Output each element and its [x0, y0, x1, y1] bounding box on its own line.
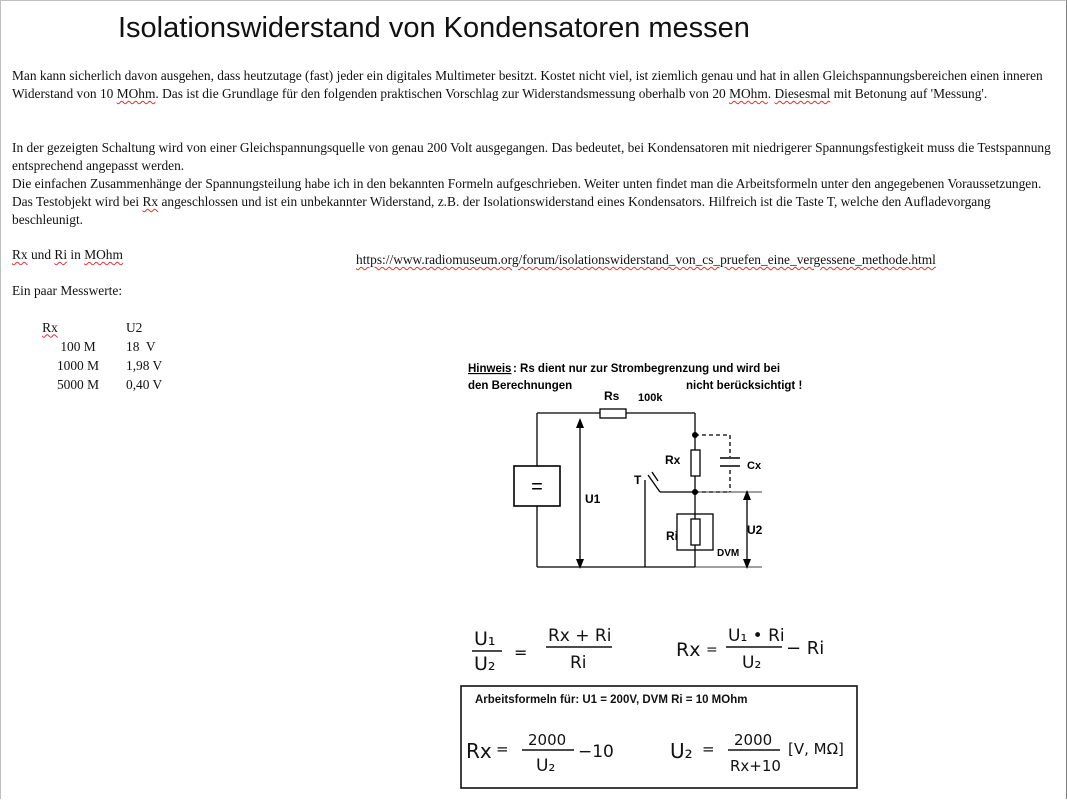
f1-numerator: Rx + Ri [548, 626, 612, 646]
spell-flagged-word: Diesesmal [774, 86, 831, 101]
text-run: MOhm [84, 247, 123, 262]
resistor-rx [691, 450, 700, 476]
u1-label: U1 [585, 492, 601, 506]
units-line [12, 247, 123, 263]
table-row [30, 356, 184, 375]
b1-denominator: U₂ [536, 756, 556, 776]
table-cell: 0,40 V [126, 376, 163, 392]
dvm-label: DVM [717, 548, 740, 559]
b2-numerator: 2000 [734, 731, 773, 749]
source-symbol: = [531, 476, 543, 498]
text-run: und [27, 247, 55, 262]
u2-label: U2 [747, 523, 763, 537]
measurements-heading: Ein paar Messwerte: [12, 283, 123, 298]
intro-paragraph-1 [12, 67, 1062, 103]
page-title: Isolationswiderstand von Kondensatoren messen [118, 12, 750, 44]
text-run: Man kann sicherlich davon ausgehen, dass heutzutage (fast) jeder ein digitales Multimeter besitzt. Kostet nicht viel, ist ziemlich genau und hat in allen Gleichspannungsbereichen einen inneren Widerstand von 10 [12, 68, 1043, 101]
table-header-u2: U2 [126, 319, 143, 335]
b1-equals: = [496, 740, 509, 758]
formula-voltage-ratio [472, 626, 612, 675]
note-label: Hinweis [468, 363, 512, 375]
working-formula-u2 [670, 731, 844, 775]
b1-numerator: 2000 [528, 731, 567, 749]
table-cell: 5000 M [56, 376, 100, 392]
f2-lhs: Rx [676, 639, 701, 661]
b2-tail: [V, MΩ] [788, 740, 844, 758]
b1-lhs: Rx [466, 739, 492, 763]
text-run: . [767, 86, 775, 101]
text-run: . Das ist die Grundlage für den folgenden praktischen Vorschlag zur Widerstandsmessung oberhalb von 20 [155, 86, 730, 101]
note-line-2b: nicht berücksichtigt ! [686, 380, 803, 392]
f2-numerator: U₁ • Ri [728, 626, 785, 646]
f1-denominator: Ri [570, 653, 587, 673]
working-formula-rx [466, 731, 614, 776]
spell-flagged-word: MOhm [729, 86, 768, 101]
b2-equals: = [702, 740, 715, 758]
spell-flagged-word: MOhm [116, 86, 156, 101]
source-url-link[interactable]: https://www.radiomuseum.org/forum/isolationswiderstand_von_cs_pruefen_eine_vergessene_methode.html [356, 252, 936, 267]
table-row [30, 375, 184, 394]
intro-paragraph-2: In der gezeigten Schaltung wird von einer Gleichspannungsquelle von genau 200 Volt ausgegangen. Das bedeutet, bei Kondensatoren mit niedrigerer Spannungsfestigkeit muss die Testspannung entsprechend angepasst werden. [12, 140, 1051, 173]
table-header-row [30, 318, 184, 337]
table-row [30, 337, 184, 356]
b2-lhs: U₂ [670, 739, 693, 763]
table-cell: 100 M [60, 338, 96, 354]
intro-paragraph-3 [12, 175, 1062, 229]
f2-denominator: U₂ [742, 653, 762, 673]
f1-numerator-u1: U₁ [474, 628, 496, 650]
text-run: in [67, 247, 85, 262]
rs-label: Rs [604, 389, 620, 403]
f2-tail: − Ri [786, 638, 825, 659]
b1-tail: −10 [578, 742, 614, 762]
f2-equals: = [706, 642, 718, 658]
resistor-ri [691, 519, 700, 545]
circuit-diagram [462, 360, 842, 575]
switch-t-label: T [634, 473, 642, 487]
table-cell: 1,98 V [126, 357, 163, 373]
table-cell: 18 V [126, 338, 156, 354]
formula-rx [676, 626, 824, 673]
working-formulas-title: Arbeitsformeln für: U1 = 200V, DVM Ri = 10 MOhm [475, 694, 748, 706]
cx-label: Cx [747, 460, 762, 472]
text-run: Die einfachen Zusammenhänge der Spannungsteilung habe ich in den bekannten Formeln aufgeschrieben. Weiter unten findet man die Arbeitsformeln unter den angegebenen Voraussetzungen. Das Testobjekt wird bei [12, 176, 1042, 209]
text-run: Ri [54, 247, 68, 262]
text-run: mit Betonung auf 'Messung'. [830, 86, 988, 101]
circuit-wires [514, 409, 762, 567]
text-run: angeschlossen und ist ein unbekannter Widerstand, z.B. der Isolationswiderstand eines Kondensators. Hilfreich ist die Taste T, welche den Aufladevorgang beschleunigt. [12, 194, 991, 227]
note-line-1: : Rs dient nur zur Strombegrenzung und wird bei [513, 363, 781, 375]
f1-denominator-u2: U₂ [474, 653, 496, 675]
table-header-rx: Rx [42, 319, 58, 335]
spell-flagged-word: Rx [142, 194, 159, 209]
circuit-markers [576, 418, 751, 569]
ri-label: Ri [666, 529, 678, 543]
b2-denominator: Rx+10 [730, 757, 781, 775]
formulas-area [460, 612, 880, 797]
table-cell: 1000 M [56, 357, 100, 373]
f1-equals: = [514, 643, 528, 662]
text-run: Rx [12, 247, 28, 262]
rs-value-label: 100k [638, 392, 663, 404]
note-line-2a: den Berechnungen [468, 380, 573, 392]
rx-label: Rx [665, 453, 681, 467]
measurements-table [30, 318, 184, 394]
resistor-rs [600, 409, 626, 418]
